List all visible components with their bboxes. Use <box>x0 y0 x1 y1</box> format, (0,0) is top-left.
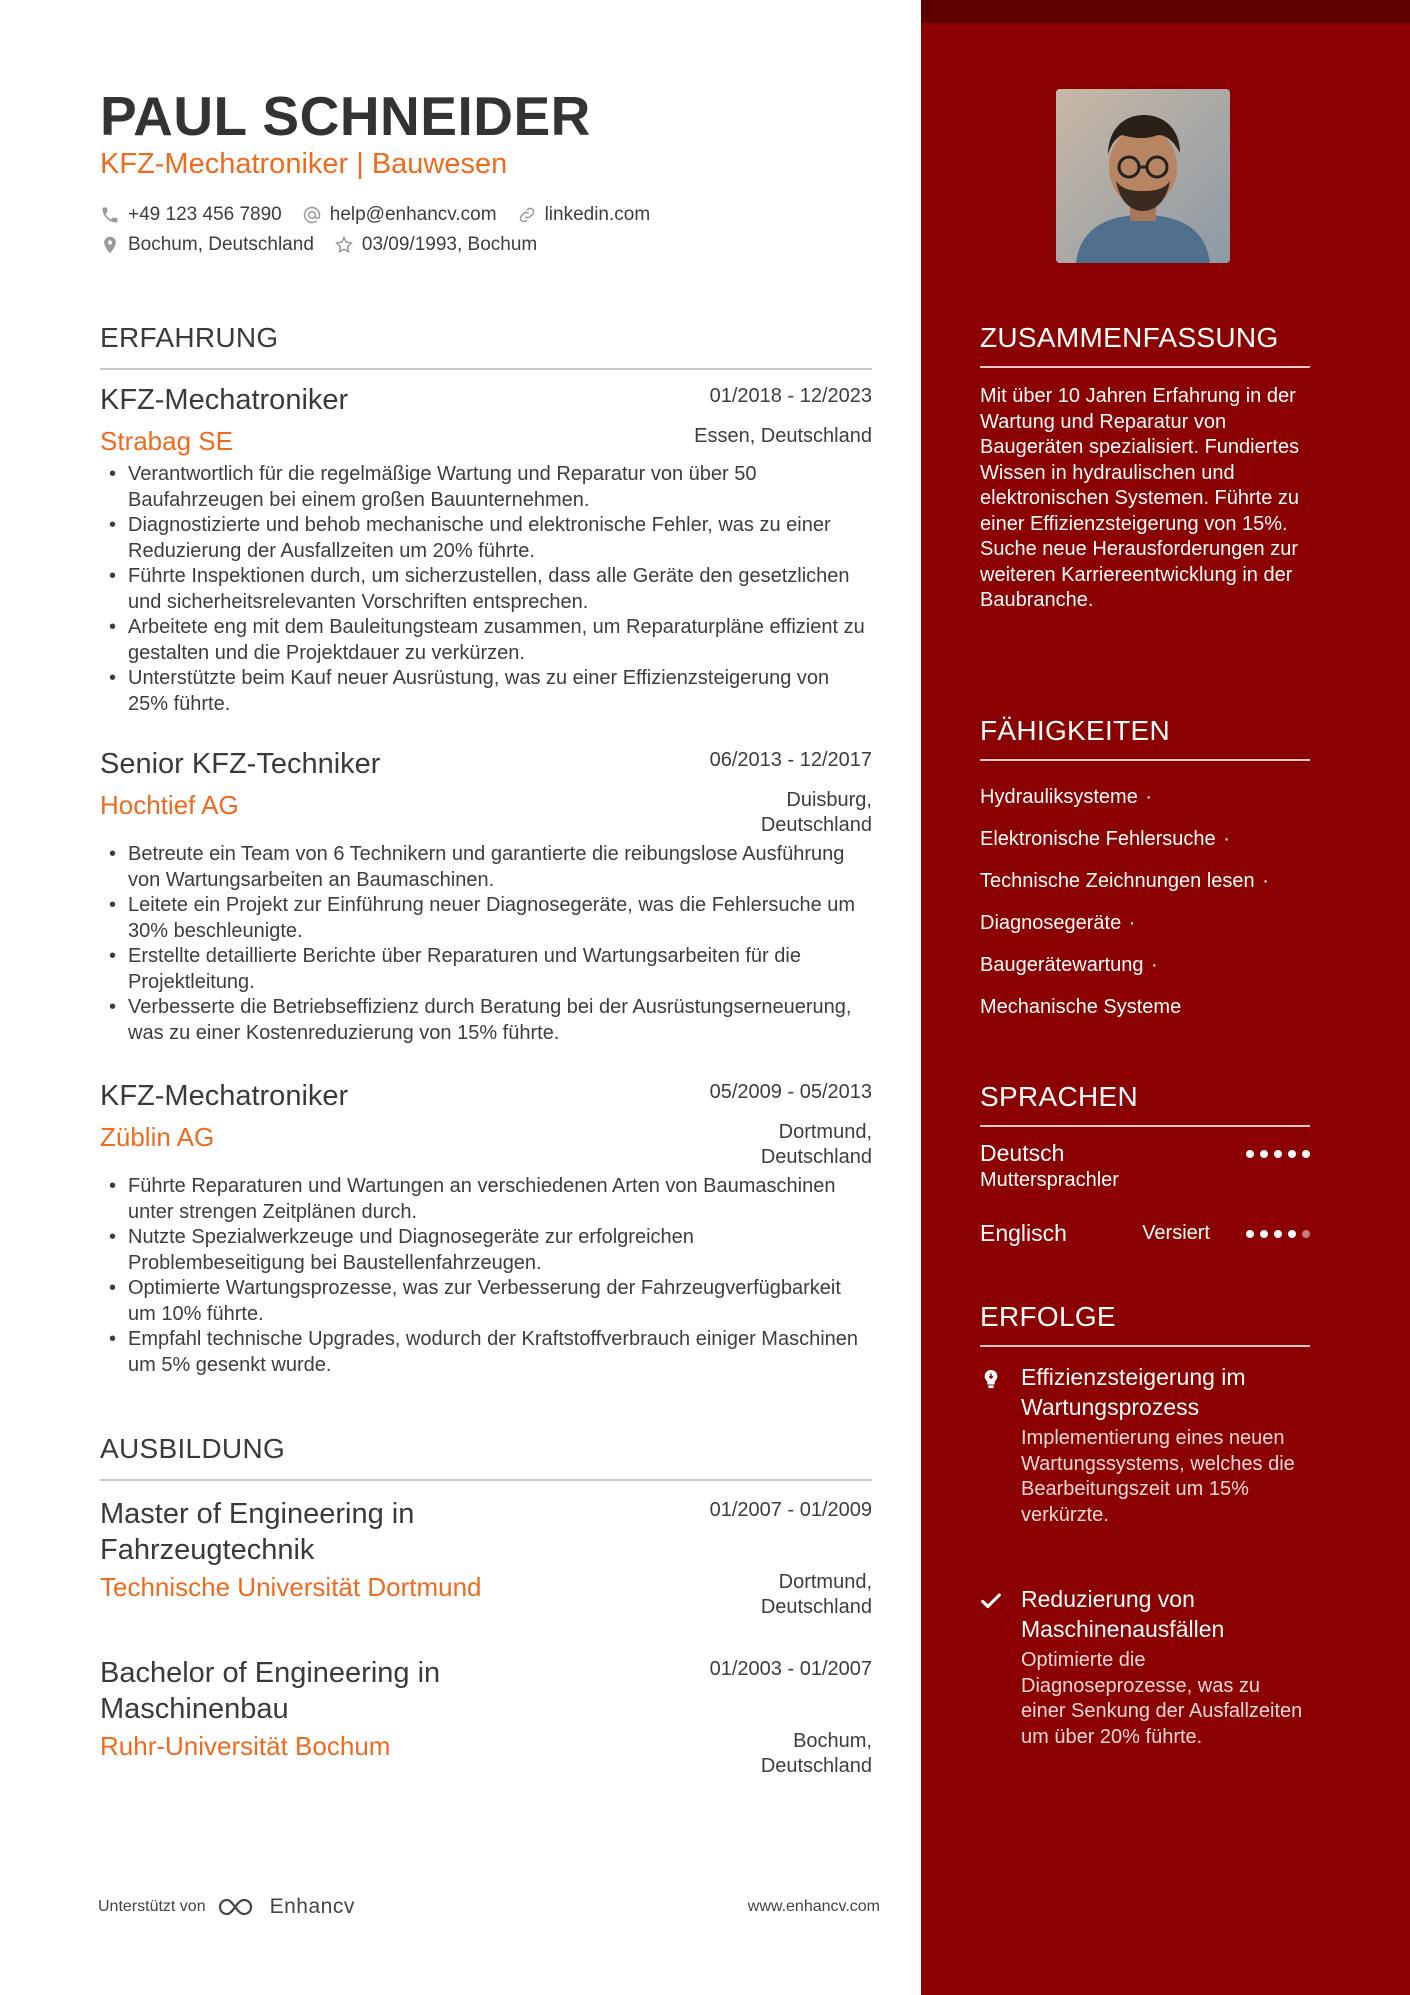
job-location <box>761 1120 872 1170</box>
degree-line: Master of Engineering in <box>100 1498 415 1530</box>
degree-line: Bachelor of Engineering in <box>100 1657 441 1689</box>
location-line: Bochum, <box>793 1730 872 1752</box>
skill-separator: · <box>1145 786 1153 808</box>
degree-line: Maschinenbau <box>100 1693 289 1725</box>
rating-dot-filled <box>1246 1150 1254 1158</box>
profile-photo <box>1056 89 1230 263</box>
job-date: 05/2009 - 05/2013 <box>709 1081 872 1103</box>
education-degree <box>100 1655 440 1727</box>
job-bullet: • Optimierte Wartungsprozesse, was zur Verbesserung der Fahrzeugverfügbarkeit um 10% führte. <box>100 1276 872 1327</box>
languages-heading: SPRACHEN <box>980 1081 1310 1127</box>
job-bullet: • Verantwortlich für die regelmäßige Wartung und Reparatur von über 50 Baufahrzeugen bei einem großen Bauunternehmen. <box>100 462 872 513</box>
job-bullet: • Arbeitete eng mit dem Bauleitungsteam zusammen, um Reparaturpläne effizient zu gestalten und die Projektdauer zu verkürzen. <box>100 615 872 666</box>
job-entry <box>100 1078 872 1378</box>
education-date: 01/2003 - 01/2007 <box>709 1658 872 1680</box>
job-bullets <box>100 462 872 717</box>
skill-label: Technische Zeichnungen lesen <box>980 870 1255 892</box>
achievements-heading: ERFOLGE <box>980 1301 1310 1347</box>
footer-url[interactable]: www.enhancv.com <box>747 1898 880 1915</box>
rating-dot-filled <box>1260 1230 1268 1238</box>
skill-item <box>980 776 1310 818</box>
contact-birth <box>334 234 537 256</box>
enhancv-brand: Enhancv <box>269 1895 355 1918</box>
job-bullet: • Verbesserte die Betriebseffizienz durch Beratung bei der Ausrüstungserneuerung, was zu einer Kostenreduzierung von 15% führte. <box>100 995 872 1046</box>
language-rating <box>1240 1230 1310 1238</box>
job-bullet: • Betreute ein Team von 6 Technikern und garantierte die reibungslose Ausführung von Wartungsarbeiten an Baumaschinen. <box>100 842 872 893</box>
skill-separator: · <box>1128 912 1136 934</box>
language-item <box>980 1140 1310 1192</box>
job-location <box>761 788 872 838</box>
rating-dot-filled <box>1302 1150 1310 1158</box>
rating-dot-empty <box>1302 1230 1310 1238</box>
avatar <box>1056 89 1230 263</box>
education-entry <box>100 1655 872 1779</box>
achievement-text: Implementierung eines neuen Wartungssystems, welches die Bearbeitungszeit um 15% verkürzte. <box>1021 1427 1295 1526</box>
checkmark-icon <box>980 1590 1002 1612</box>
enhancv-logo-icon <box>216 1895 262 1919</box>
sidebar-top-strip <box>921 0 1410 23</box>
language-name: Deutsch <box>980 1140 1065 1166</box>
education-school: Technische Universität Dortmund <box>100 1572 482 1602</box>
language-level: Muttersprachler <box>980 1169 1119 1191</box>
skill-label: Elektronische Fehlersuche <box>980 828 1216 850</box>
achievement-item <box>980 1362 1310 1528</box>
language-name: Englisch <box>980 1220 1067 1246</box>
powered-by-label: Unterstützt von <box>98 1898 206 1915</box>
education-date: 01/2007 - 01/2009 <box>709 1499 872 1521</box>
job-bullet: • Empfahl technische Upgrades, wodurch der Kraftstoffverbrauch einiger Maschinen um 5% gesenkt wurde. <box>100 1327 872 1378</box>
skill-label: Mechanische Systeme <box>980 996 1182 1018</box>
job-role: KFZ-Mechatroniker <box>100 384 349 416</box>
summary-heading: ZUSAMMENFASSUNG <box>980 322 1310 368</box>
job-role: KFZ-Mechatroniker <box>100 1080 349 1112</box>
degree-line: Fahrzeugtechnik <box>100 1534 315 1566</box>
skill-label: Baugerätewartung <box>980 954 1144 976</box>
skill-item <box>980 860 1310 902</box>
job-role: Senior KFZ-Techniker <box>100 748 381 780</box>
linkedin-text[interactable]: linkedin.com <box>544 204 651 225</box>
lightbulb-icon <box>980 1368 1002 1390</box>
skill-separator: · <box>1262 870 1269 892</box>
education-location <box>761 1729 872 1779</box>
candidate-title: KFZ-Mechatroniker | Bauwesen <box>100 148 508 180</box>
achievement-title: Reduzierung von Maschinenausfällen <box>1021 1586 1225 1642</box>
job-bullet: • Nutzte Spezialwerkzeuge und Diagnosegeräte zur erfolgreichen Problembeseitigung bei Baustellenfahrzeugen. <box>100 1225 872 1276</box>
skill-item <box>980 902 1310 944</box>
job-location: Essen, Deutschland <box>694 425 872 447</box>
rating-dot-filled <box>1260 1150 1268 1158</box>
language-rating <box>1240 1150 1310 1158</box>
location-text: Bochum, Deutschland <box>128 234 314 255</box>
achievement-item <box>980 1584 1310 1750</box>
powered-by[interactable] <box>98 1895 355 1919</box>
education-location <box>761 1570 872 1620</box>
footer <box>98 1895 880 1919</box>
experience-heading: ERFAHRUNG <box>100 322 872 370</box>
job-date: 06/2013 - 12/2017 <box>709 749 872 771</box>
job-bullet: • Führte Inspektionen durch, um sicherzustellen, dass alle Geräte den gesetzlichen und sicherheitsrelevanten Vorschriften entsprechen. <box>100 564 872 615</box>
birth-text: 03/09/1993, Bochum <box>361 234 538 255</box>
job-entry <box>100 746 872 1046</box>
job-location-line: Dortmund, <box>778 1121 872 1143</box>
job-bullet: • Erstellte detaillierte Berichte über Reparaturen und Wartungsarbeiten für die Projektleitung. <box>100 944 872 995</box>
contact-email[interactable] <box>302 204 497 226</box>
language-level: Versiert <box>1142 1222 1210 1244</box>
skill-label: Diagnosegeräte <box>980 912 1122 934</box>
job-date: 01/2018 - 12/2023 <box>709 385 872 407</box>
job-location-line: Deutschland <box>760 1146 872 1168</box>
education-school: Ruhr-Universität Bochum <box>100 1731 391 1761</box>
candidate-name: PAUL SCHNEIDER <box>100 85 591 147</box>
skills-list <box>980 776 1310 1028</box>
job-bullet: • Führte Reparaturen und Wartungen an verschiedenen Arten von Baumaschinen unter strengen Zeitplänen durch. <box>100 1174 872 1225</box>
summary-text: Mit über 10 Jahren Erfahrung in der Wartung und Reparatur von Baugeräten spezialisiert. Fundiertes Wissen in hydraulischen und elektronischen Systemen. Führte zu einer Effizienzsteigerung von 15%. Suche neue Herausforderungen zur weiteren Karriereentwicklung in der Baubranche. <box>980 385 1300 611</box>
location-pin-icon <box>100 235 120 255</box>
skill-label: Hydrauliksysteme <box>980 786 1138 808</box>
job-location-line: Deutschland <box>760 814 872 836</box>
job-location-line: Duisburg, <box>786 789 872 811</box>
skill-item <box>980 986 1310 1028</box>
rating-dot-filled <box>1274 1150 1282 1158</box>
rating-dot-filled <box>1274 1230 1282 1238</box>
job-bullets <box>100 842 872 1046</box>
contact-location <box>100 234 314 256</box>
job-entry <box>100 382 872 717</box>
rating-dot-filled <box>1246 1230 1254 1238</box>
contact-row-2 <box>100 234 557 256</box>
skills-heading: FÄHIGKEITEN <box>980 715 1310 761</box>
education-heading: AUSBILDUNG <box>100 1433 872 1481</box>
contact-linkedin[interactable] <box>517 204 651 226</box>
job-company: Hochtief AG <box>100 790 239 820</box>
location-line: Deutschland <box>760 1755 872 1777</box>
job-bullets <box>100 1174 872 1378</box>
job-bullet: • Diagnostizierte und behob mechanische und elektronische Fehler, was zu einer Reduzierung der Ausfallzeiten um 20% führte. <box>100 513 872 564</box>
job-company: Strabag SE <box>100 426 233 456</box>
link-icon <box>517 205 537 225</box>
contact-phone <box>100 204 282 226</box>
skill-separator: · <box>1223 828 1230 850</box>
contact-row-1 <box>100 204 670 226</box>
at-icon <box>302 205 322 225</box>
job-company: Züblin AG <box>100 1122 215 1152</box>
skill-item <box>980 818 1310 860</box>
phone-text: +49 123 456 7890 <box>128 204 282 225</box>
job-bullet: • Leitete ein Projekt zur Einführung neuer Diagnosegeräte, was die Fehlersuche um 30% beschleunigte. <box>100 893 872 944</box>
achievement-title: Effizienzsteigerung im Wartungsprozess <box>1021 1364 1246 1420</box>
star-icon <box>334 235 354 255</box>
phone-icon <box>100 205 120 225</box>
education-degree <box>100 1496 414 1568</box>
language-item <box>980 1220 1310 1247</box>
rating-dot-filled <box>1288 1230 1296 1238</box>
location-line: Dortmund, <box>778 1571 872 1593</box>
rating-dot-filled <box>1288 1150 1296 1158</box>
achievement-text: Optimierte die Diagnoseprozesse, was zu einer Senkung der Ausfallzeiten um über 20% führte. <box>1021 1649 1303 1748</box>
skill-item <box>980 944 1310 986</box>
location-line: Deutschland <box>760 1596 872 1618</box>
job-bullet: • Unterstützte beim Kauf neuer Ausrüstung, was zu einer Effizienzsteigerung von 25% führte. <box>100 666 872 717</box>
education-entry <box>100 1496 872 1620</box>
sidebar <box>921 0 1410 1995</box>
email-text[interactable]: help@enhancv.com <box>329 204 497 225</box>
skill-separator: · <box>1151 954 1158 976</box>
